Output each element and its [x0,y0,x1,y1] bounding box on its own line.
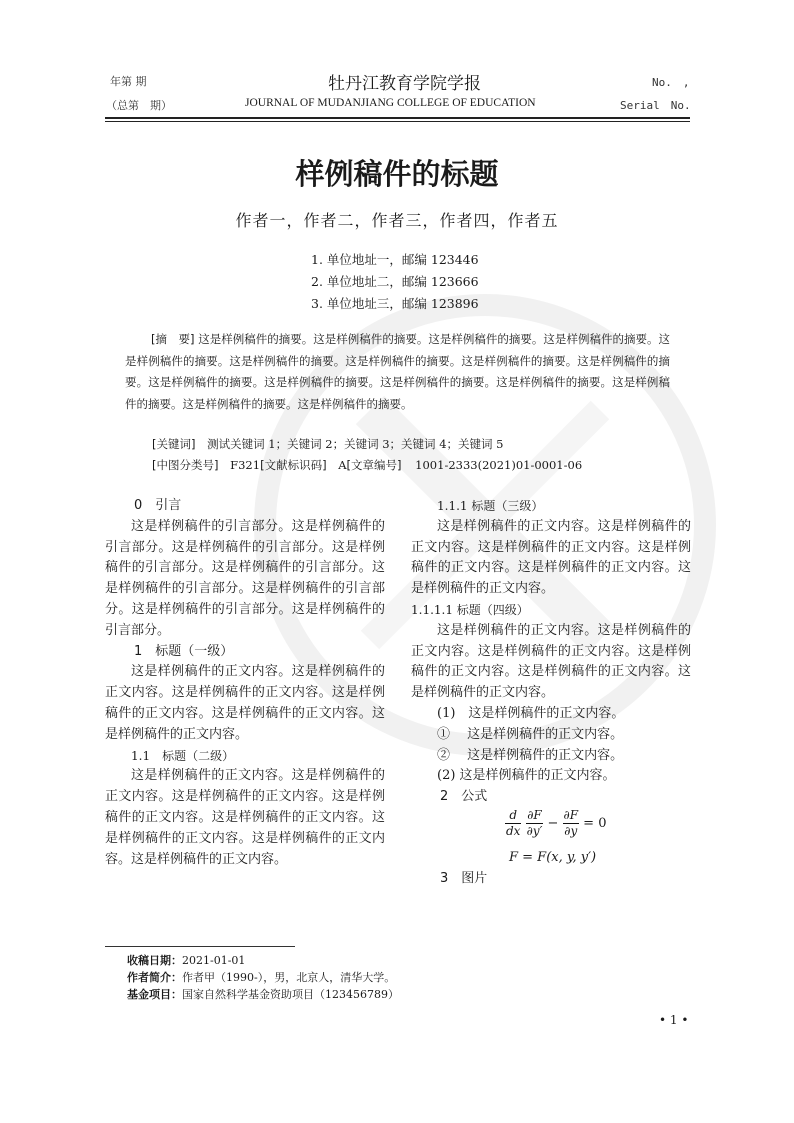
footnote-received [127,952,245,969]
affiliation-1: 1. 单位地址一，邮编 123446 [311,252,479,267]
author-list: 作者一，作者二，作者三，作者四，作者五 [235,211,559,230]
fund-text: 国家自然科学基金资助项目（123456789） [182,988,399,1001]
fraction-dF-dy: $\frac{\partial F}{\partial y}$ [563,807,579,838]
article-no-label: [文章编号] [346,458,402,472]
section-1-1-1-1-paragraph: 这是样例稿件的正文内容。这是样例稿件的正文内容。这是样例稿件的正文内容。这是样例稿件的正文内容。这是样例稿件的正文内容。这是样例稿件的正文内容。 [411,622,691,701]
footnote-fund [127,986,399,1003]
author-bio: 作者甲（1990-），男，北京人，清华大学。 [182,971,396,984]
article-title: 样例稿件的标题 [295,157,499,191]
section-3-heading: 3 图片 [440,870,488,886]
list-item: ② 这是样例稿件的正文内容。 [437,747,624,763]
doc-code-value: A [338,458,347,472]
abstract-label: [摘 要] [151,332,195,346]
header-rule-thin [105,121,690,122]
list-item: ① 这是样例稿件的正文内容。 [437,726,624,742]
affiliation-2: 2. 单位地址二，邮编 123666 [311,274,479,289]
keywords-text: 测试关键词 1；关键词 2；关键词 3；关键词 4；关键词 5 [207,437,504,451]
fraction-d-dx: $\frac{d}{dx}$ [506,807,521,838]
section-1-paragraph: 这是样例稿件的正文内容。这是样例稿件的正文内容。这是样例稿件的正文内容。这是样例稿件的正文内容。这是样例稿件的正文内容。这是样例稿件的正文内容。 [105,664,385,742]
section-1-1-1-paragraph: 这是样例稿件的正文内容。这是样例稿件的正文内容。这是样例稿件的正文内容。这是样例稿件的正文内容。这是样例稿件的正文内容。这是样例稿件的正文内容。 [411,518,691,597]
formula-1: $\frac{d}{dx}$ $\frac{\partial F}{\partial y'}$ − $\frac{\partial F}{\partial y}$ = 0 [506,807,607,838]
author-bio-label: 作者简介： [127,971,182,984]
clc-label: [中图分类号] [152,458,219,472]
list-item: (1) 这是样例稿件的正文内容。 [437,705,625,721]
header-no: No. , [652,76,690,89]
section-1-heading: 1 标题（一级） [134,643,234,659]
clc-value: F321 [230,458,261,472]
footnote-author [127,969,395,986]
header-serial-right: Serial No. [620,99,691,112]
header-issue: 年第 期 [110,75,147,88]
doc-code-label: [文献标识码] [260,458,327,472]
keywords-label: [关键词] [152,437,196,451]
abstract-text: 这是样例稿件的摘要。这是样例稿件的摘要。这是样例稿件的摘要。这是样例稿件的摘要。这是样例稿件的摘要。这是样例稿件的摘要。这是样例稿件的摘要。这是样例稿件的摘要。这是样例稿件的摘要。这是样例稿件的摘要。这是样例稿件的摘要。这是样例稿件的摘要。这是样例稿件的摘要。这是样例稿件的摘要。这是样例稿件的摘要。这是样例稿件的摘要。 [125,332,671,411]
received-date: 2021-01-01 [182,954,246,967]
section-1-1-paragraph: 这是样例稿件的正文内容。这是样例稿件的正文内容。这是样例稿件的正文内容。这是样例稿件的正文内容。这是样例稿件的正文内容。这是样例稿件的正文内容。这是样例稿件的正文内容。这是样例稿件的正文内容。 [105,768,385,867]
list-item: (2) 这是样例稿件的正文内容。 [437,768,616,784]
fund-label: 基金项目： [127,988,182,1001]
page-number: • 1 • [659,1013,689,1027]
right-column [411,496,691,890]
formula-2: F = F(x, y, y′) [509,849,597,865]
journal-title-en: JOURNAL OF MUDANJIANG COLLEGE OF EDUCATION [245,97,536,109]
left-column [105,496,385,870]
affiliation-3: 3. 单位地址三，邮编 123896 [311,296,479,311]
header-serial-left: （总第 期） [106,99,172,112]
footnote-rule [105,946,295,947]
section-1-1-heading: 1.1 标题（二级） [131,748,235,763]
classification-line [152,457,582,473]
received-label: 收稿日期： [127,954,182,967]
section-intro-heading: 0 引言 [134,498,182,513]
fraction-dF-dy-prime: $\frac{\partial F}{\partial y'}$ [526,807,543,838]
abstract [125,329,670,415]
section-1-1-1-heading: 1.1.1 标题（三级） [437,499,544,513]
article-no-value: 1001-2333(2021)01-0001-06 [415,458,583,472]
section-2-heading: 2 公式 [440,789,488,805]
header-rule-thick [105,117,690,119]
journal-title-cn: 牡丹江教育学院学报 [328,74,481,94]
intro-paragraph: 这是样例稿件的引言部分。这是样例稿件的引言部分。这是样例稿件的引言部分。这是样例稿件的引言部分。这是样例稿件的引言部分。这是样例稿件的引言部分。这是样例稿件的引言部分。这是样例稿件的引言部分。这是样例稿件的引言部分。 [105,518,385,638]
section-1-1-1-1-heading: 1.1.1.1 标题（四级） [411,602,529,617]
keywords [152,436,504,452]
